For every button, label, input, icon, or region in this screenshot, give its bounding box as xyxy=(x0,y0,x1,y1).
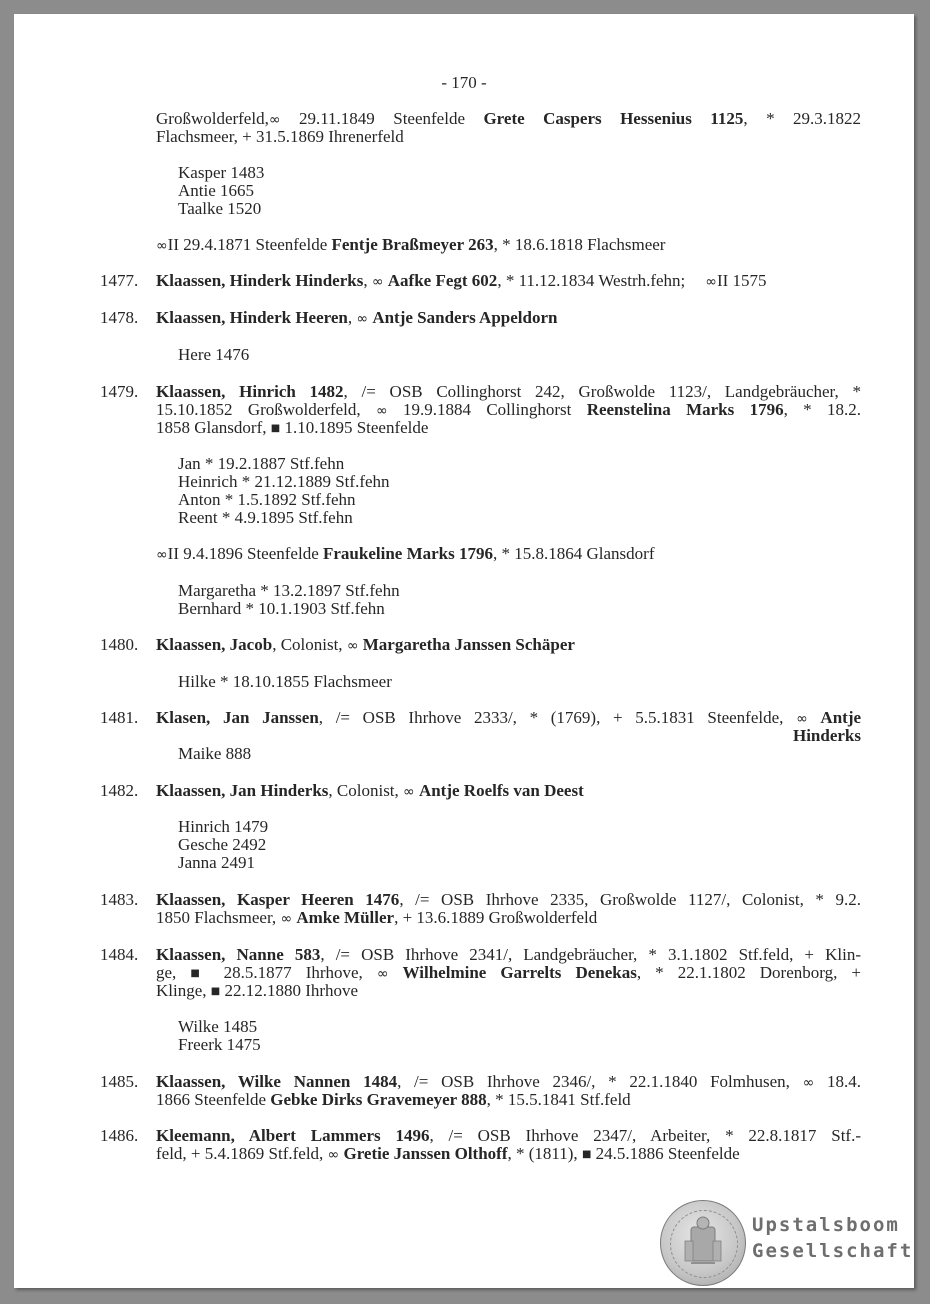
entry-number: 1477. xyxy=(100,271,139,290)
entry-1482: Klaassen, Jan Hinderks, Colonist, ∞ Antje Roelfs van Deest xyxy=(156,781,584,800)
child-item: Here 1476 xyxy=(178,345,250,364)
child-item: Heinrich * 21.12.1889 Stf.fehn xyxy=(178,472,390,491)
entry-1485-line-1: Klaassen, Wilke Nannen 1484, /= OSB Ihrhove 2346/, * 22.1.1840 Folmhusen, ∞ 18.4. xyxy=(156,1072,861,1091)
child-item: Jan * 19.2.1887 Stf.fehn xyxy=(178,454,345,473)
entry-number: 1485. xyxy=(100,1072,139,1091)
child-item: Hilke * 18.10.1855 Flachsmeer xyxy=(178,672,392,691)
entry-1479-second-marriage: ∞II 9.4.1896 Steenfelde Fraukeline Marks 1796, * 15.8.1864 Glansdorf xyxy=(156,544,655,563)
child-item: Antie 1665 xyxy=(178,181,255,200)
page-number: - 170 - xyxy=(441,73,487,92)
logo-line-1: Upstalsboom xyxy=(752,1214,900,1236)
child-item: Gesche 2492 xyxy=(178,835,267,854)
child-item: Janna 2491 xyxy=(178,853,255,872)
entry-1484-line-1: Klaassen, Nanne 583, /= OSB Ihrhove 2341/, Landgebräucher, * 3.1.1802 Stf.feld, + Klin- xyxy=(156,945,861,964)
child-item: Anton * 1.5.1892 Stf.fehn xyxy=(178,490,356,509)
child-item: Freerk 1475 xyxy=(178,1035,261,1054)
child-item: Bernhard * 10.1.1903 Stf.fehn xyxy=(178,599,385,618)
entry-number: 1486. xyxy=(100,1126,139,1145)
child-item: Margaretha * 13.2.1897 Stf.fehn xyxy=(178,581,400,600)
entry-number: 1482. xyxy=(100,781,139,800)
entry-number: 1479. xyxy=(100,382,139,401)
entry-1484-line-3: Klinge, ■ 22.12.1880 Ihrhove xyxy=(156,981,359,1000)
document-sheet xyxy=(14,14,914,1288)
entry-1484-line-2: ge, ■ 28.5.1877 Ihrhove, ∞ Wilhelmine Garrelts Denekas, * 22.1.1802 Dorenborg, + xyxy=(156,963,861,982)
entry-1479-line-3: 1858 Glansdorf, ■ 1.10.1895 Steenfelde xyxy=(156,418,429,437)
logo-line-2: Gesellschaft xyxy=(752,1240,914,1262)
entry-1481: Klasen, Jan Janssen, /= OSB Ihrhove 2333/, * (1769), + 5.5.1831 Steenfelde, ∞ Antje xyxy=(156,708,862,727)
entry-number: 1481. xyxy=(100,708,139,727)
child-item: Wilke 1485 xyxy=(178,1017,258,1036)
entry-1479-line-2: 15.10.1852 Großwolderfeld, ∞ 19.9.1884 Collinghorst Reenstelina Marks 1796, * 18.2. xyxy=(156,400,861,419)
intro-second-marriage: ∞II 29.4.1871 Steenfelde Fentje Braßmeyer 263, * 18.6.1818 Flachsmeer xyxy=(156,235,666,254)
entry-number: 1484. xyxy=(100,945,139,964)
entry-1478: Klaassen, Hinderk Heeren, ∞ Antje Sanders Appeldorn xyxy=(156,308,558,327)
entry-1481-spouse-cont: Hinderks xyxy=(792,726,861,745)
entry-1483-line-2: 1850 Flachsmeer, ∞ Amke Müller, + 13.6.1889 Großwolderfeld xyxy=(156,908,598,927)
child-item: Kasper 1483 xyxy=(178,163,265,182)
child-item: Maike 888 xyxy=(178,744,252,763)
seal-emblem xyxy=(660,1200,746,1286)
intro-line-1: Großwolderfeld,∞ 29.11.1849 Steenfelde Grete Caspers Hessenius 1125, * 29.3.1822 xyxy=(156,109,861,128)
entry-number: 1478. xyxy=(100,308,139,327)
child-item: Hinrich 1479 xyxy=(178,817,269,836)
entry-1486-line-2: feld, + 5.4.1869 Stf.feld, ∞ Gretie Janssen Olthoff, * (1811), ■ 24.5.1886 Steenfelde xyxy=(156,1144,740,1163)
entry-1486-line-1: Kleemann, Albert Lammers 1496, /= OSB Ihrhove 2347/, Arbeiter, * 22.8.1817 Stf.- xyxy=(156,1126,861,1145)
child-item: Taalke 1520 xyxy=(178,199,262,218)
entry-1485-line-2: 1866 Steenfelde Gebke Dirks Gravemeyer 888, * 15.5.1841 Stf.feld xyxy=(156,1090,631,1109)
entry-1477: Klaassen, Hinderk Hinderks, ∞ Aafke Fegt 602, * 11.12.1834 Westrh.fehn; ∞II 1575 xyxy=(156,271,767,290)
child-item: Reent * 4.9.1895 Stf.fehn xyxy=(178,508,353,527)
intro-line-2: Flachsmeer, + 31.5.1869 Ihrenerfeld xyxy=(156,127,404,146)
entry-number: 1483. xyxy=(100,890,139,909)
entry-number: 1480. xyxy=(100,635,139,654)
entry-1480: Klaassen, Jacob, Colonist, ∞ Margaretha Janssen Schäper xyxy=(156,635,575,654)
genealogy-page xyxy=(14,14,914,1288)
entry-1479-line-1: Klaassen, Hinrich 1482, /= OSB Collinghorst 242, Großwolde 1123/, Landgebräucher, * xyxy=(156,382,862,401)
entry-1483-line-1: Klaassen, Kasper Heeren 1476, /= OSB Ihrhove 2335, Großwolde 1127/, Colonist, * 9.2. xyxy=(156,890,861,909)
